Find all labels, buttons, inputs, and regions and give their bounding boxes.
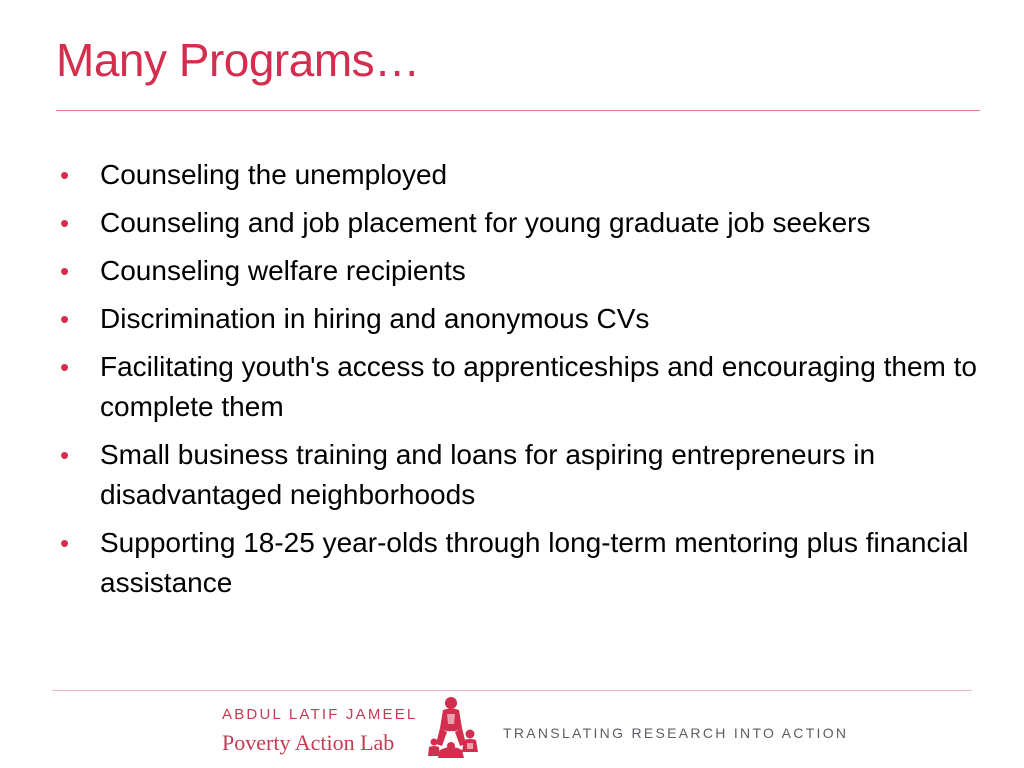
jpal-figures-logo-icon [426,694,488,760]
bullet-dot-icon: • [60,304,70,334]
bullet-item [60,155,980,195]
bullet-item [60,203,980,243]
bullet-item [60,299,980,339]
bullet-item [60,251,980,291]
bullet-item [60,347,980,427]
bullet-text: Counseling welfare recipients [100,255,466,286]
bullet-dot-icon: • [60,352,70,382]
bullet-item [60,523,980,603]
bullet-text: Facilitating youth's access to apprenticeships and encouraging them to complete them [100,351,977,422]
bullet-dot-icon: • [60,208,70,238]
bullet-dot-icon: • [60,256,70,286]
bullet-text: Discrimination in hiring and anonymous CVs [100,303,650,334]
slide-title: Many Programs… [56,34,420,86]
footer [0,690,1024,768]
bullet-text: Counseling and job placement for young graduate job seekers [100,207,871,238]
bullet-text: Supporting 18-25 year-olds through long-term mentoring plus financial assistance [100,527,969,598]
bullet-dot-icon: • [60,160,70,190]
title-divider [56,110,980,111]
bullet-dot-icon: • [60,440,70,470]
bullet-text: Small business training and loans for aspiring entrepreneurs in disadvantaged neighborhoods [100,439,876,510]
org-name-line2: Poverty Action Lab [222,730,395,755]
tagline: TRANSLATING RESEARCH INTO ACTION [503,725,849,741]
bullet-dot-icon: • [60,528,70,558]
bullet-text: Counseling the unemployed [100,159,448,190]
bullet-list [60,155,980,611]
org-name-line1: ABDUL LATIF JAMEEL [222,706,418,723]
bullet-item [60,435,980,515]
